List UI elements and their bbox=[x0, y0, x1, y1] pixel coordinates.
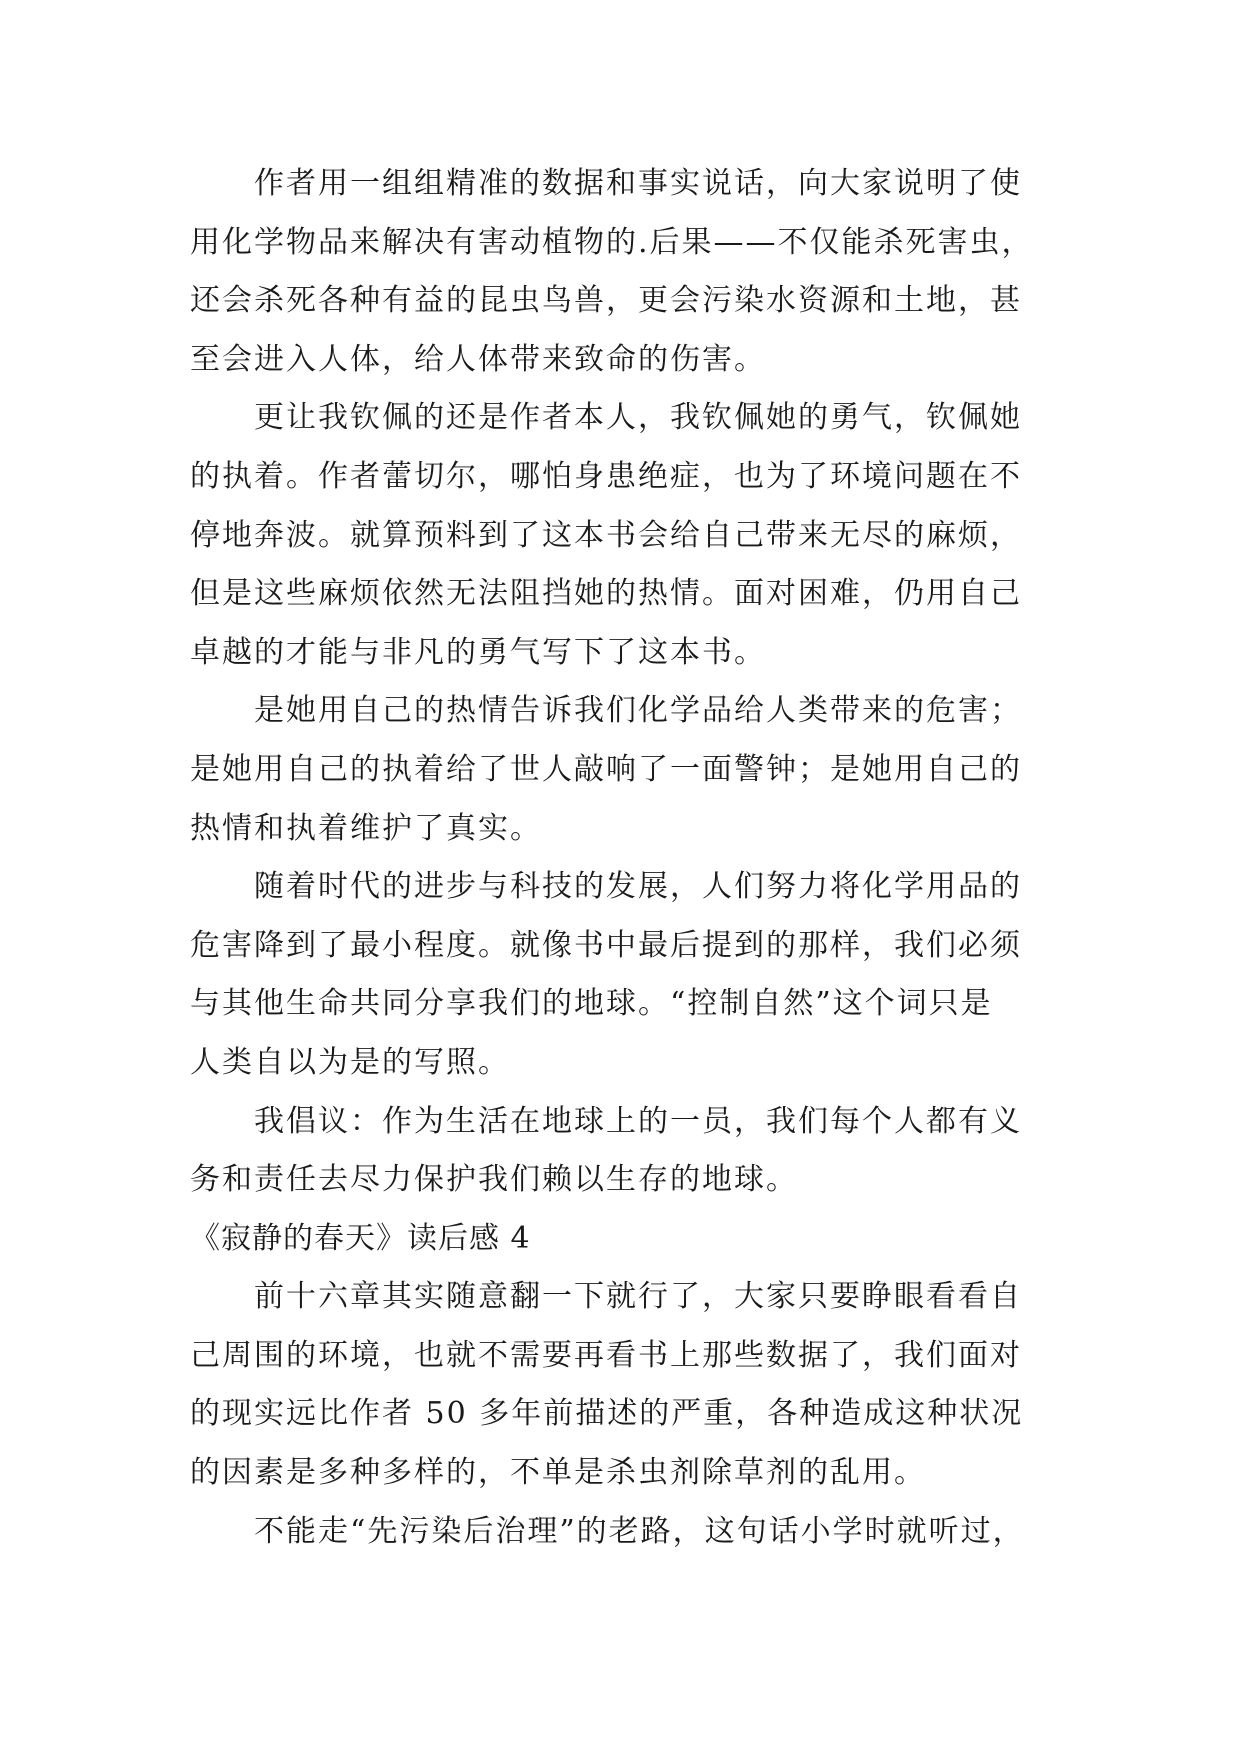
document-body bbox=[190, 155, 1052, 1561]
paragraph bbox=[190, 389, 1052, 682]
text-line: 还会杀死各种有益的昆虫鸟兽，更会污染水资源和土地，甚 bbox=[190, 283, 1022, 319]
text-line: 危害降到了最小程度。就像书中最后提到的那样，我们必须 bbox=[190, 927, 1022, 963]
text-line: 人类自以为是的写照。 bbox=[190, 1044, 510, 1080]
text-line: 的现实远比作者 50 多年前描述的严重，各种造成这种状况 bbox=[190, 1396, 1024, 1432]
paragraph bbox=[190, 1268, 1052, 1502]
paragraph bbox=[190, 1093, 1052, 1210]
text-line: 不能走“先污染后治理”的老路，这句话小学时就听过， bbox=[254, 1513, 1025, 1549]
text-line: 但是这些麻烦依然无法阻挡她的热情。面对困难，仍用自己 bbox=[190, 576, 1022, 612]
paragraph bbox=[190, 858, 1052, 1092]
text-line: 是她用自己的热情告诉我们化学品给人类带来的危害； bbox=[254, 693, 1022, 729]
text-line: 至会进入人体，给人体带来致命的伤害。 bbox=[190, 341, 766, 377]
section-title: 《寂静的春天》读后感 4 bbox=[190, 1220, 531, 1256]
text-line: 卓越的才能与非凡的勇气写下了这本书。 bbox=[190, 634, 766, 670]
text-line: 的执着。作者蕾切尔，哪怕身患绝症，也为了环境问题在不 bbox=[190, 458, 1022, 494]
text-line: 作者用一组组精准的数据和事实说话，向大家说明了使 bbox=[254, 166, 1022, 201]
paragraph bbox=[190, 682, 1052, 858]
text-line: 的因素是多种多样的，不单是杀虫剂除草剂的乱用。 bbox=[190, 1455, 926, 1491]
text-line: 前十六章其实随意翻一下就行了，大家只要睁眼看看自 bbox=[254, 1279, 1022, 1315]
paragraph bbox=[190, 155, 1052, 389]
text-line: 用化学物品来解决有害动植物的.后果——不仅能杀死害虫， bbox=[190, 224, 1034, 260]
text-line: 热情和执着维护了真实。 bbox=[190, 810, 542, 846]
paragraph bbox=[190, 1503, 1052, 1562]
text-line: 我倡议：作为生活在地球上的一员，我们每个人都有义 bbox=[254, 1103, 1022, 1139]
text-line: 更让我钦佩的还是作者本人，我钦佩她的勇气，钦佩她 bbox=[254, 400, 1022, 436]
text-line: 是她用自己的执着给了世人敲响了一面警钟；是她用自己的 bbox=[190, 751, 1022, 787]
text-line: 随着时代的进步与科技的发展，人们努力将化学用品的 bbox=[254, 869, 1022, 905]
text-line: 己周围的环境，也就不需要再看书上那些数据了，我们面对 bbox=[190, 1337, 1022, 1373]
text-line: 与其他生命共同分享我们的地球。“控制自然”这个词只是 bbox=[190, 986, 993, 1022]
text-line: 务和责任去尽力保护我们赖以生存的地球。 bbox=[190, 1162, 798, 1198]
text-line: 停地奔波。就算预料到了这本书会给自己带来无尽的麻烦， bbox=[190, 517, 1022, 553]
